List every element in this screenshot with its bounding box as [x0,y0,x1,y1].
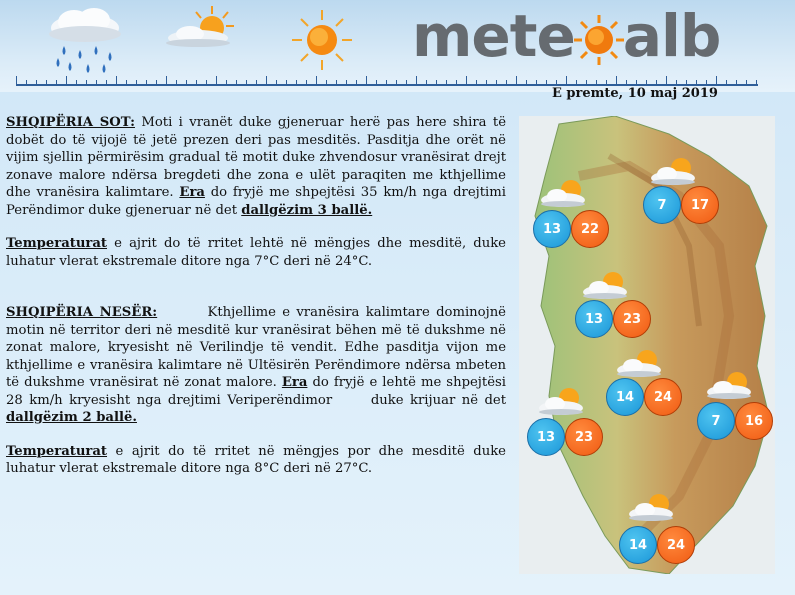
tomorrow-wind-text: do fryjë e lehtë me shpejtësi 28 km/h kryesisht nga drejtimi Veriperëndimor duke krijuar në det [6,375,511,408]
min-temp-badge: 14 [606,378,644,416]
tomorrow-title: SHQIPËRIA NESËR: [6,305,158,320]
meteoalb-logo [412,4,720,68]
max-temp-badge: 23 [565,418,603,456]
forecast-date: E premte, 10 maj 2019 [552,86,718,101]
max-temp-badge: 23 [613,300,651,338]
header-ruler [16,76,758,86]
min-temp-badge: 7 [643,186,681,224]
today-wind-text: do fryjë me shpejtësi 35 km/h nga drejtimi Perëndimor duke gjeneruar në det [6,185,506,218]
sun-icon [290,8,354,72]
tomorrow-temp-paragraph [6,443,506,478]
today-wind-label: Era [179,185,205,200]
min-temp-badge: 7 [697,402,735,440]
today-temp-paragraph [6,235,506,270]
today-sea-state: dallgëzim 3 ballë. [241,202,373,218]
albania-map [519,116,775,574]
logo-text-left: mete [412,2,575,70]
rain-cloud-icon [40,6,130,78]
sun-cloud-icon [162,4,242,54]
max-temp-badge: 17 [681,186,719,224]
today-temp-label: Temperaturat [6,236,108,251]
today-title: SHQIPËRIA SOT: [6,115,135,130]
min-temp-badge: 13 [527,418,565,456]
partly-cloudy-icon [627,490,681,530]
forecast-text [6,114,511,478]
logo-text-right: alb [622,2,721,70]
min-temp-badge: 13 [575,300,613,338]
tomorrow-temp-label: Temperaturat [6,443,108,459]
min-temp-badge: 13 [533,210,571,248]
header-banner [0,0,795,92]
tomorrow-paragraph [6,304,511,427]
tomorrow-temp-text: e ajrit do të rritet në mëngjes por dhe mesditë duke luhatur vlerat ekstremale ditore nga 8°C deri në 27°C. [6,443,506,476]
tomorrow-wind-label: Era [281,375,308,390]
today-temp-text: e ajrit do të rritet lehtë në mëngjes dhe mesditë, duke luhatur vlerat ekstremale ditore nga 7°C deri në 24°C. [6,236,506,269]
max-temp-badge: 24 [644,378,682,416]
max-temp-badge: 24 [657,526,695,564]
today-paragraph [6,114,506,219]
max-temp-badge: 16 [735,402,773,440]
logo-sun-icon [573,14,625,66]
max-temp-badge: 22 [571,210,609,248]
tomorrow-sea-state: dallgëzim 2 ballë. [6,410,137,425]
tomorrow-summary: Kthjellime e vranësira kalimtare dominojnë motin në territor deri në mesditë kur vranësirat bëhen më të dukshme në zonat malore, kryesisht në Verilindje të vendit. Edhe pasditja vijon me kthjellime e vranësira kalimtare në Ultësirën Perëndimore ndërsa mbeten të dukshme vranësirat në zonat malore. [6,305,511,390]
today-summary: Moti i vranët duke gjeneruar herë pas here shira të dobët do të vijojë të jetë prezen deri pas mesditës. Pasditja dhe orët në vijim sjellin përmirësim gradual të motit duke zhvendosur vranësirat drejt zonave malore ndërsa bregdeti dhe zona e ulët paraqiten me kthjellime dhe vranësira kalimtare. [6,115,506,200]
min-temp-badge: 14 [619,526,657,564]
